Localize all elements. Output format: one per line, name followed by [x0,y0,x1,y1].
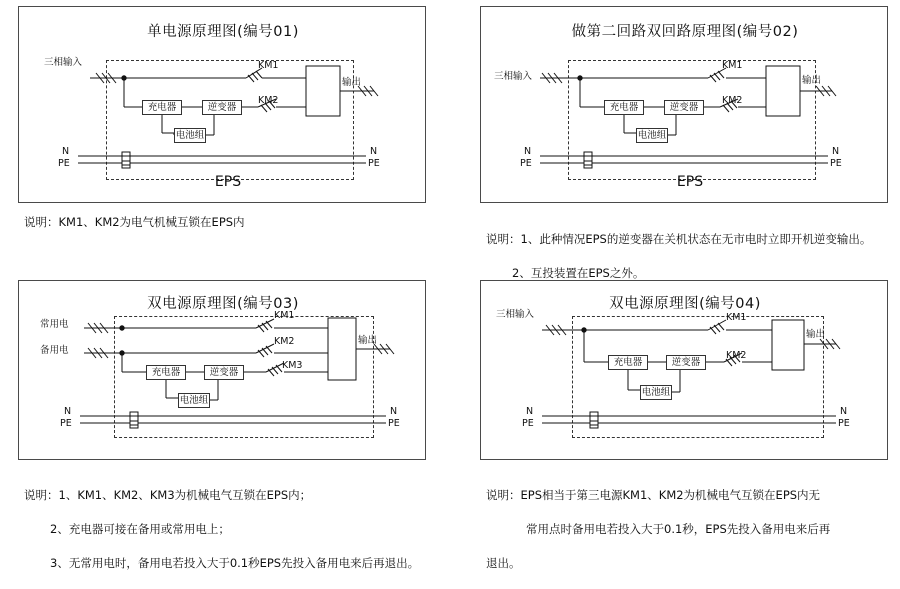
panel-03 [18,280,428,570]
panel-01-km2-label: KM2 [258,95,279,106]
panel-03-note-line-1: 说明：1、KM1、KM2、KM3为机械电气互锁在EPS内； [24,488,312,502]
panel-01-input-label: 三相输入 [44,57,83,68]
panel-04-battery: 电池组 [641,387,671,398]
panel-02-n-left: N [524,146,532,157]
panel-04-charger: 充电器 [608,355,648,370]
panel-01-note: 说明：KM1、KM2为电气机械互锁在EPS内 [24,215,245,229]
panel-04-note-line-2: 常用点时备用电若投入大于0.1秒，EPS先投入备用电来后再 [526,522,831,536]
panel-03-note-line-2: 2、充电器可接在备用或常用电上； [50,522,230,536]
panel-02-pe-left: PE [520,158,532,169]
panel-02-eps-label: EPS [676,174,704,190]
panel-04-pe-left: PE [522,418,534,429]
panel-03-pe-left: PE [60,418,72,429]
panel-02-charger: 充电器 [604,100,644,115]
panel-01-n-left: N [62,146,70,157]
panel-02-km1-label: KM1 [722,60,743,71]
panel-02-output-label: 输出 [802,75,822,86]
panel-04-output-label: 输出 [806,329,826,340]
panel-03-battery: 电池组 [179,395,209,406]
panel-02-battery: 电池组 [637,130,667,141]
panel-04-note-line-3: 退出。 [486,556,521,570]
panel-04-km1-label: KM1 [726,312,747,323]
panel-03-inverter: 逆变器 [204,365,244,380]
panel-01-inverter: 逆变器 [202,100,242,115]
panel-03-input2-label: 备用电 [40,345,69,356]
panel-03-input1-label: 常用电 [40,319,69,330]
panel-01-eps-label: EPS [214,174,242,190]
panel-04-note [486,470,888,589]
panel-02-input-label: 三相输入 [494,71,533,82]
panel-03-pe-right: PE [388,418,400,429]
panel-04-input-label: 三相输入 [496,309,535,320]
panel-03-n-right: N [390,406,398,417]
panel-01-charger: 充电器 [142,100,182,115]
panel-04-circuit [480,280,888,460]
panel-03-title: 双电源原理图(编号03) [147,296,299,312]
panel-03-output-label: 输出 [358,335,378,346]
panel-03-km2-label: KM2 [274,336,295,347]
panel-03-n-left: N [64,406,72,417]
panel-01-pe-left: PE [58,158,70,169]
panel-01-title: 单电源原理图(编号01) [147,24,299,40]
panel-04-title: 双电源原理图(编号04) [609,296,761,312]
panel-02 [480,6,890,280]
panel-02-pe-right: PE [830,158,842,169]
panel-02-inverter: 逆变器 [664,100,704,115]
panel-02-km2-label: KM2 [722,95,743,106]
panel-01-km1-label: KM1 [258,60,279,71]
panel-02-note-line-2: 2、互投装置在EPS之外。 [512,266,645,280]
panel-04-n-left: N [526,406,534,417]
panel-02-note-line-1: 说明：1、此种情况EPS的逆变器在关机状态在无市电时立即开机逆变输出。 [486,232,872,246]
panel-04-note-line-1: 说明：EPS相当于第三电源KM1、KM2为机械电气互锁在EPS内无 [486,488,821,502]
panel-03-km3-label: KM3 [282,360,303,371]
panel-03-charger: 充电器 [146,365,186,380]
panel-03-note [24,470,426,589]
panel-01 [18,6,428,266]
panel-04-inverter: 逆变器 [666,355,706,370]
panel-04-n-right: N [840,406,848,417]
panel-01-battery: 电池组 [175,130,205,141]
panel-04-pe-right: PE [838,418,850,429]
panel-02-title: 做第二回路双回路原理图(编号02) [571,24,799,40]
panel-02-n-right: N [832,146,840,157]
panel-03-km1-label: KM1 [274,310,295,321]
panel-01-output-label: 输出 [342,77,362,88]
panel-03-note-line-3: 3、无常用电时，备用电若投入大于0.1秒EPS先投入备用电来后再退出。 [50,556,420,570]
panel-04-km2-label: KM2 [726,350,747,361]
panel-01-pe-right: PE [368,158,380,169]
panel-04 [480,280,890,570]
panel-01-n-right: N [370,146,378,157]
